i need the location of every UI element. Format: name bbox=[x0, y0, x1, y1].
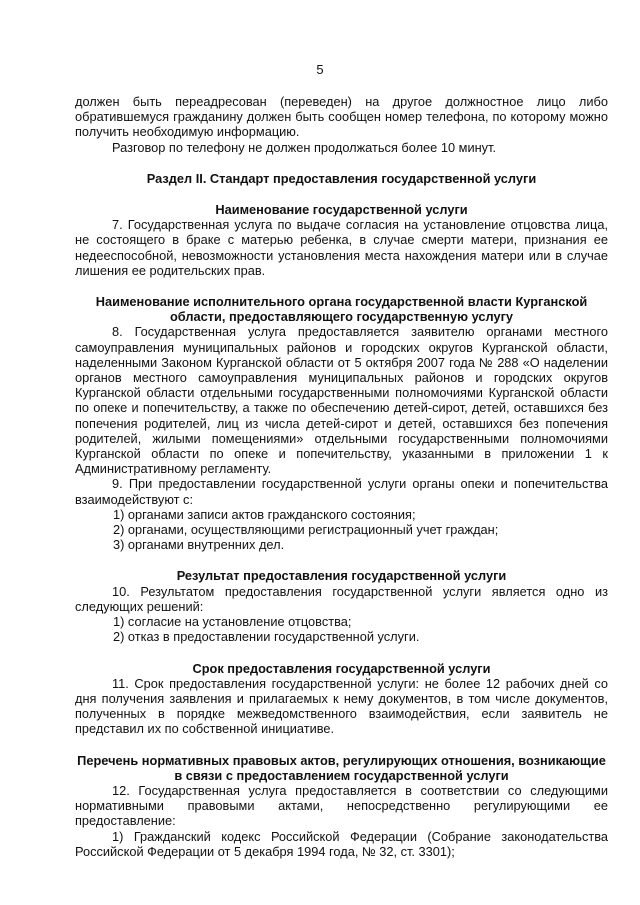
heading-legal-acts: Перечень нормативных правовых актов, регулирующих отношения, возникающие в связи с предоставлением государственной услуги bbox=[77, 752, 606, 783]
paragraph-10: 10. Результатом предоставления государственной услуги является одно из следующих решений: bbox=[75, 583, 608, 614]
paragraph-phone-limit: Разговор по телефону не должен продолжаться более 10 минут. bbox=[112, 139, 497, 155]
list-item: 3) органами внутренних дел. bbox=[113, 537, 285, 553]
document-body bbox=[75, 94, 608, 859]
heading-service-name: Наименование государственной услуги bbox=[215, 202, 468, 218]
heading-term: Срок предоставления государственной услуги bbox=[192, 660, 491, 676]
paragraph-7: 7. Государственная услуга по выдаче согласия на установление отцовства лица, не состоящего в браке с матерью ребенка, в случае смерти матери, признания ее недееспособной, невозможности установления места нахождения матери или в случае лишения ее родительских прав. bbox=[75, 217, 608, 278]
section-title: Раздел II. Стандарт предоставления государственной услуги bbox=[146, 170, 537, 186]
list-item: 2) органами, осуществляющими регистрационный учет граждан; bbox=[113, 522, 499, 538]
list-item: 1) согласие на установление отцовства; bbox=[113, 614, 352, 630]
heading-result: Результат предоставления государственной услуги bbox=[176, 568, 507, 584]
paragraph-8: 8. Государственная услуга предоставляется заявителю органами местного самоуправления муниципальных районов и городских округов Курганской области, наделенными Законом Курганской области от 5 октября 2007 года № 288 «О наделении органов местного самоуправления муниципальных районов и городских округов Курганской области отдельными государственными полномочиями Курганской области по опеке и попечительству, а также по обеспечению детей-сирот, детей, оставшихся без попечения родителей, лиц из числа детей-сирот и детей, оставшихся без попечения родителей, жилыми помещениями» отдельными государственными полномочиями Курганской области по опеке и попечительству, указанными в приложении 1 к Административному регламенту. bbox=[75, 324, 608, 477]
paragraph-12: 12. Государственная услуга предоставляется в соответствии со следующими нормативными правовыми актами, непосредственно регулирующими ее предоставление: bbox=[75, 782, 608, 829]
heading-executive-body: Наименование исполнительного органа государственной власти Курганской области, предоставляющего государственную услугу bbox=[95, 294, 588, 325]
list-item: 1) органами записи актов гражданского состояния; bbox=[113, 506, 416, 522]
list-item: 2) отказ в предоставлении государственной услуги. bbox=[113, 629, 420, 645]
page-number: 5 bbox=[316, 62, 324, 77]
paragraph-11: 11. Срок предоставления государственной услуги: не более 12 рабочих дней со дня получения заявления и прилагаемых к нему документов, в том числе документов, полученных в порядке межведомственного взаимодействия, если заявитель не представил их по собственной инициативе. bbox=[75, 675, 608, 737]
list-item: 1) Гражданский кодекс Российской Федерации (Собрание законодательства Российской Федерации от 5 декабря 1994 года, № 32, ст. 3301); bbox=[75, 828, 608, 859]
paragraph-continuation: должен быть переадресован (переведен) на другое должностное лицо либо обратившемуся гражданину должен быть сообщен номер телефона, по которому можно получить необходимую информацию. bbox=[75, 94, 608, 140]
paragraph-9: 9. При предоставлении государственной услуги органы опеки и попечительства взаимодействуют с: bbox=[75, 476, 608, 507]
